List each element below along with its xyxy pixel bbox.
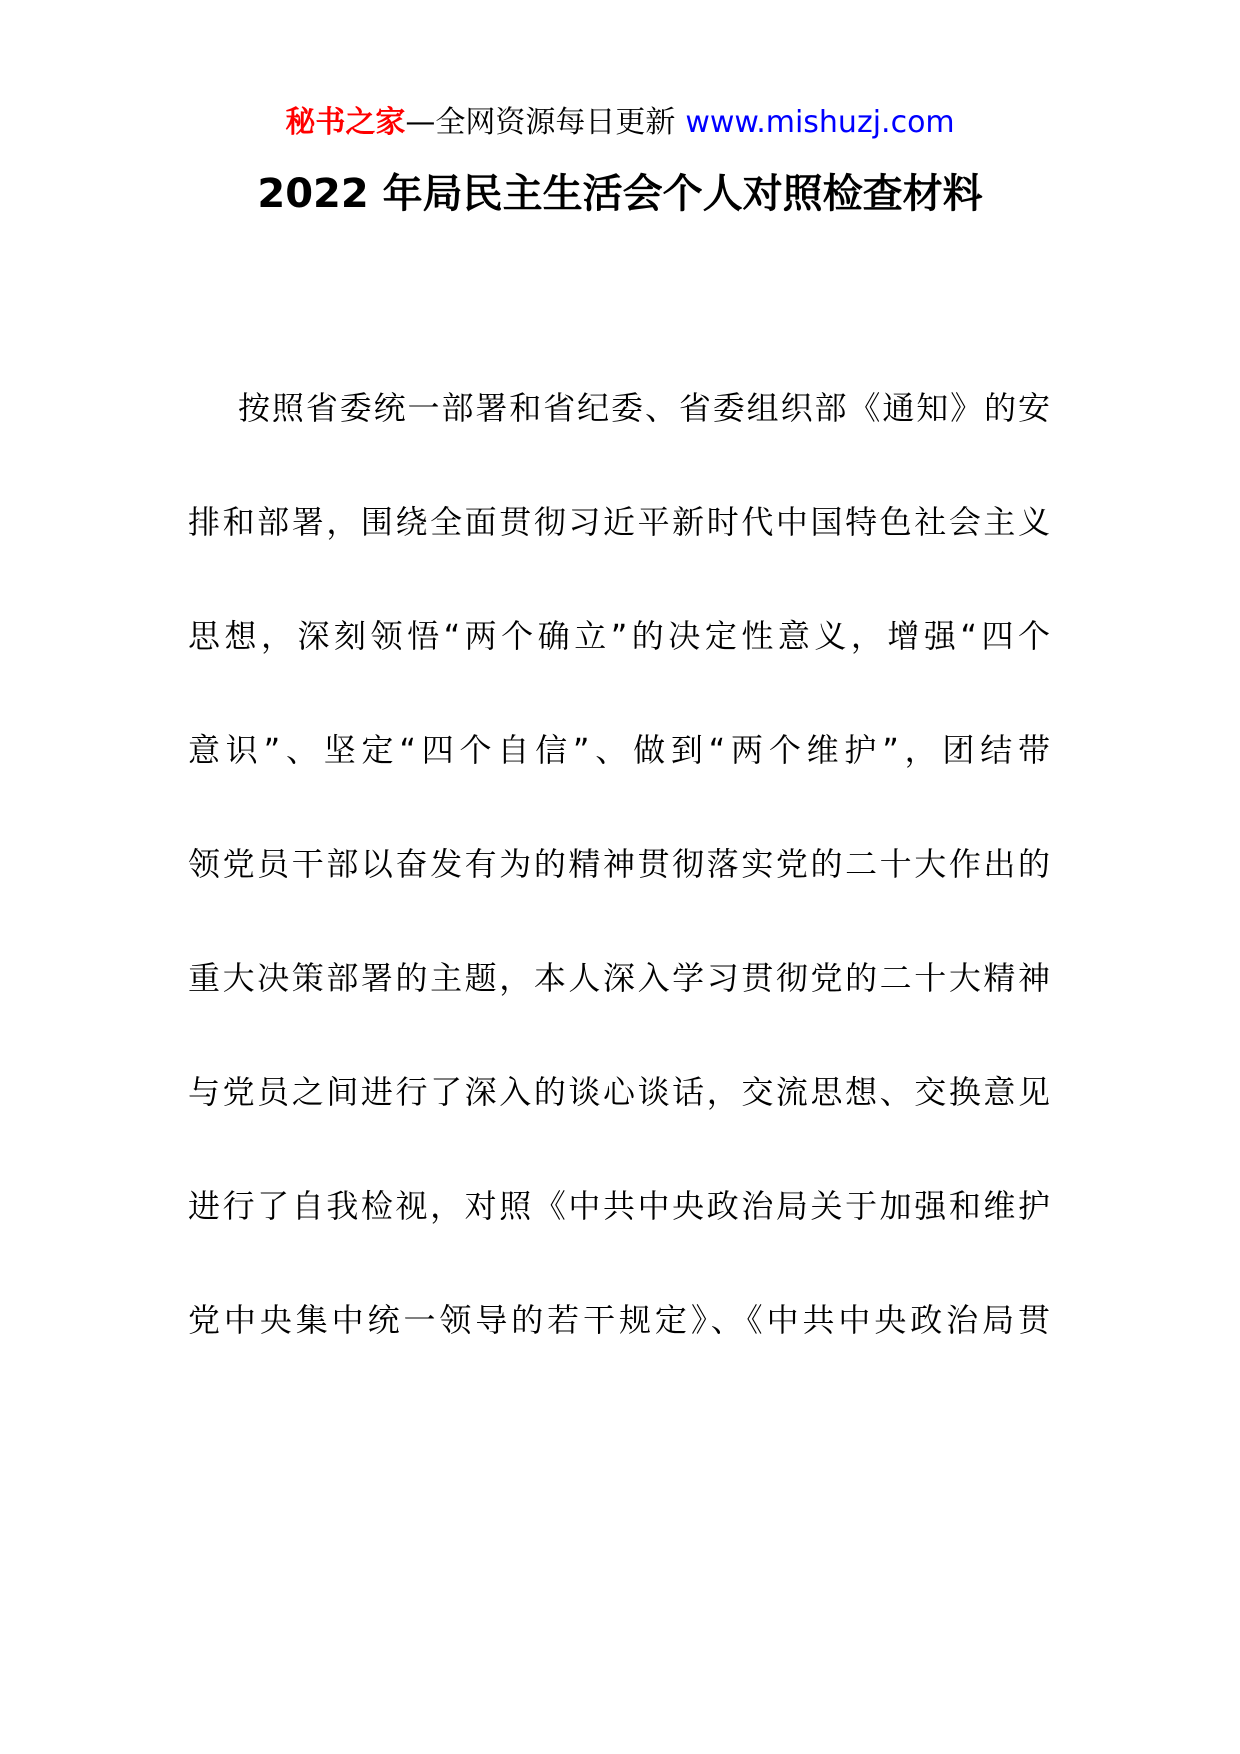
site-brand: 秘书之家	[285, 105, 406, 140]
body-line-6: 重大决策部署的主题，本人深入学习贯彻党的二十大精神	[188, 959, 1050, 997]
body-line-2: 排和部署，围绕全面贯彻习近平新时代中国特色社会主义	[188, 503, 1050, 541]
body-line-7: 与党员之间进行了深入的谈心谈话，交流思想、交换意见	[188, 1073, 1050, 1111]
body-line-8: 进行了自我检视，对照《中共中央政治局关于加强和维护	[188, 1187, 1050, 1225]
body-line-1: 按照省委统一部署和省纪委、省委组织部《通知》的安	[238, 389, 1050, 427]
body-line-4: 意识”、坚定“四个自信”、做到“两个维护”，团结带	[188, 731, 1050, 769]
body-line-9: 党中央集中统一领导的若干规定》、《中共中央政治局贯	[188, 1301, 1050, 1339]
site-url-link[interactable]: www.mishuzj.com	[685, 105, 955, 140]
body-line-3: 思想，深刻领悟“两个确立”的决定性意义，增强“四个	[188, 617, 1050, 655]
site-header	[0, 103, 1240, 143]
site-tagline: —全网资源每日更新	[405, 105, 676, 140]
body-line-5: 领党员干部以奋发有为的精神贯彻落实党的二十大作出的	[188, 845, 1050, 883]
document-title: 2022 年局民主生活会个人对照检查材料	[257, 171, 983, 217]
